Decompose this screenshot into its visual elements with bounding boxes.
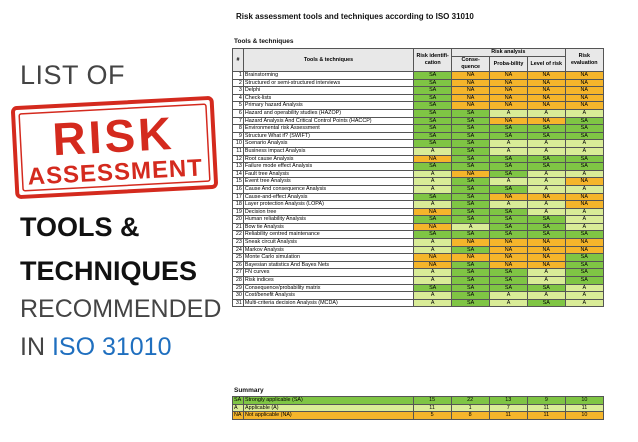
rating-cell: SA — [414, 163, 452, 171]
rating-cell: SA — [414, 117, 452, 125]
tool-name: Event tree Analysis — [243, 178, 413, 186]
header-consequence: Conse-quence — [452, 57, 490, 72]
row-number: 15 — [233, 178, 244, 186]
rating-cell: A — [527, 185, 565, 193]
rating-cell: NA — [565, 102, 603, 110]
rating-cell: SA — [565, 254, 603, 262]
table-row — [233, 185, 604, 193]
table-row — [233, 87, 604, 95]
section-title: Tools & techniques — [234, 38, 294, 45]
rating-cell: A — [527, 277, 565, 285]
rating-cell: SA — [527, 231, 565, 239]
row-number: 12 — [233, 155, 244, 163]
rating-cell: NA — [527, 117, 565, 125]
rating-cell: NA — [452, 102, 490, 110]
rating-cell: NA — [527, 79, 565, 87]
summary-value: 7 — [489, 404, 527, 412]
summary-value: 11 — [527, 412, 565, 420]
table-row — [233, 246, 604, 254]
rating-cell: NA — [565, 201, 603, 209]
tool-name: Cause And consequence Analysis — [243, 185, 413, 193]
rating-cell: SA — [452, 125, 490, 133]
rating-cell: NA — [490, 72, 528, 80]
rating-cell: SA — [565, 117, 603, 125]
rating-cell: SA — [414, 79, 452, 87]
rating-cell: SA — [527, 125, 565, 133]
rating-cell: A — [414, 277, 452, 285]
summary-value: 15 — [413, 397, 451, 405]
rating-cell: A — [490, 109, 528, 117]
rating-cell: NA — [452, 72, 490, 80]
rating-cell: NA — [490, 254, 528, 262]
summary-value: 11 — [413, 404, 451, 412]
header-level: Level of risk — [527, 57, 565, 72]
rating-cell: SA — [414, 140, 452, 148]
rating-cell: NA — [452, 170, 490, 178]
summary-value: 22 — [451, 397, 489, 405]
table-row — [233, 208, 604, 216]
table-row — [233, 102, 604, 110]
tool-name: Failure mode effect Analysis — [243, 163, 413, 171]
row-number: 1 — [233, 72, 244, 80]
row-number: 7 — [233, 117, 244, 125]
summary-value: 10 — [565, 412, 603, 420]
rating-cell: SA — [490, 155, 528, 163]
summary-row — [233, 404, 604, 412]
summary-value: 13 — [489, 397, 527, 405]
rating-cell: SA — [490, 185, 528, 193]
tool-name: Bayesian statistics And Bayes Nets — [243, 261, 413, 269]
rating-cell: A — [527, 292, 565, 300]
rating-cell: A — [565, 299, 603, 307]
rating-cell: A — [527, 140, 565, 148]
rating-cell: A — [527, 269, 565, 277]
rating-cell: A — [414, 246, 452, 254]
rating-cell: A — [565, 109, 603, 117]
rating-cell: NA — [414, 155, 452, 163]
table-row — [233, 254, 604, 262]
rating-cell: SA — [414, 109, 452, 117]
rating-cell: A — [490, 201, 528, 209]
tool-name: Business impact Analysis — [243, 147, 413, 155]
summary-row — [233, 412, 604, 420]
rating-cell: SA — [452, 155, 490, 163]
row-number: 19 — [233, 208, 244, 216]
row-number: 22 — [233, 231, 244, 239]
tool-name: Bow tie Analysis — [243, 223, 413, 231]
rating-cell: NA — [565, 72, 603, 80]
summary-value: 1 — [451, 404, 489, 412]
rating-cell: A — [490, 299, 528, 307]
row-number: 25 — [233, 254, 244, 262]
header-identification: Risk identifi-cation — [414, 49, 452, 72]
rating-cell: SA — [452, 261, 490, 269]
table-row — [233, 170, 604, 178]
tool-name: Brainstorming — [243, 72, 413, 80]
row-number: 27 — [233, 269, 244, 277]
table-row — [233, 231, 604, 239]
rating-cell: SA — [565, 269, 603, 277]
rating-cell: SA — [490, 170, 528, 178]
rating-cell: NA — [414, 254, 452, 262]
rating-cell: SA — [414, 231, 452, 239]
rating-cell: SA — [527, 216, 565, 224]
rating-cell: NA — [490, 193, 528, 201]
summary-value: 10 — [565, 397, 603, 405]
rating-cell: A — [490, 140, 528, 148]
rating-cell: A — [452, 223, 490, 231]
row-number: 3 — [233, 87, 244, 95]
summary-label: Not applicable (NA) — [243, 412, 413, 420]
rating-cell: A — [565, 208, 603, 216]
heading-techniques: TECHNIQUES — [20, 256, 198, 286]
summary-code: SA — [233, 397, 244, 405]
rating-cell: A — [527, 170, 565, 178]
tool-name: Risk indices — [243, 277, 413, 285]
techniques-table — [232, 48, 604, 307]
summary-label: Strongly applicable (SA) — [243, 397, 413, 405]
rating-cell: NA — [452, 94, 490, 102]
rating-cell: A — [490, 292, 528, 300]
rating-cell: SA — [452, 216, 490, 224]
row-number: 16 — [233, 185, 244, 193]
rating-cell: SA — [452, 178, 490, 186]
table-row — [233, 109, 604, 117]
summary-table — [232, 396, 604, 420]
rating-cell: NA — [527, 94, 565, 102]
rating-cell: NA — [414, 208, 452, 216]
rating-cell: NA — [565, 94, 603, 102]
rating-cell: SA — [565, 155, 603, 163]
rating-cell: SA — [452, 193, 490, 201]
rating-cell: NA — [565, 87, 603, 95]
rating-cell: NA — [490, 261, 528, 269]
rating-cell: A — [414, 299, 452, 307]
rating-cell: NA — [490, 102, 528, 110]
heading-list-of: LIST OF — [20, 60, 126, 90]
tool-name: Monte Carlo simulation — [243, 254, 413, 262]
row-number: 28 — [233, 277, 244, 285]
summary-title: Summary — [234, 387, 264, 394]
rating-cell: NA — [414, 223, 452, 231]
table-row — [233, 79, 604, 87]
heading-recommended: RECOMMENDED — [20, 295, 222, 323]
rating-cell: NA — [452, 79, 490, 87]
tool-name: Cost/benefit Analysis — [243, 292, 413, 300]
table-row — [233, 269, 604, 277]
rating-cell: SA — [490, 216, 528, 224]
rating-cell: SA — [490, 269, 528, 277]
rating-cell: SA — [490, 231, 528, 239]
table-row — [233, 292, 604, 300]
summary-value: 5 — [413, 412, 451, 420]
rating-cell: SA — [414, 216, 452, 224]
tool-name: Consequence/probability matrix — [243, 284, 413, 292]
rating-cell: A — [565, 292, 603, 300]
tool-name: Layer protection Analysis (LOPA) — [243, 201, 413, 209]
row-number: 17 — [233, 193, 244, 201]
tool-name: Multi-criteria decision Analysis (MCDA) — [243, 299, 413, 307]
tool-name: Structure What if? (SWIFT) — [243, 132, 413, 140]
rating-cell: A — [414, 239, 452, 247]
header-evaluation: Risk evaluation — [565, 49, 603, 72]
rating-cell: SA — [414, 72, 452, 80]
rating-cell: A — [414, 201, 452, 209]
tool-name: FN curves — [243, 269, 413, 277]
summary-code: NA — [234, 412, 242, 419]
rating-cell: NA — [527, 246, 565, 254]
rating-cell: NA — [565, 178, 603, 186]
rating-cell: NA — [490, 94, 528, 102]
rating-cell: SA — [565, 125, 603, 133]
heading-iso-prefix: IN — [20, 333, 45, 361]
row-number: 29 — [233, 284, 244, 292]
row-number: 4 — [233, 94, 244, 102]
rating-cell: SA — [565, 261, 603, 269]
rating-cell: A — [527, 208, 565, 216]
rating-cell: NA — [490, 87, 528, 95]
tool-name: Hazard Analysis And Critical Control Points (HACCP) — [243, 117, 413, 125]
table-row — [233, 125, 604, 133]
rating-cell: SA — [490, 132, 528, 140]
rating-cell: SA — [452, 277, 490, 285]
table-row — [233, 178, 604, 186]
table-row — [233, 284, 604, 292]
rating-cell: A — [490, 147, 528, 155]
tool-name: Reliability centred maintenance — [243, 231, 413, 239]
stamp-graphic — [10, 95, 220, 201]
rating-cell: NA — [490, 79, 528, 87]
rating-cell: NA — [452, 87, 490, 95]
rating-cell: A — [565, 223, 603, 231]
heading-tools: TOOLS & — [20, 212, 140, 242]
rating-cell: SA — [452, 132, 490, 140]
rating-cell: NA — [527, 102, 565, 110]
rating-cell: SA — [490, 223, 528, 231]
rating-cell: A — [414, 185, 452, 193]
table-row — [233, 147, 604, 155]
rating-cell: NA — [527, 87, 565, 95]
tool-name: Delphi — [243, 87, 413, 95]
row-number: 20 — [233, 216, 244, 224]
table-row — [233, 72, 604, 80]
rating-cell: NA — [527, 72, 565, 80]
heading-iso-standard: ISO 31010 — [51, 333, 172, 361]
summary-value: 8 — [451, 412, 489, 420]
rating-cell: SA — [527, 155, 565, 163]
rating-cell: SA — [414, 87, 452, 95]
rating-cell: NA — [414, 261, 452, 269]
rating-cell: SA — [527, 299, 565, 307]
table-row — [233, 94, 604, 102]
rating-cell: A — [527, 147, 565, 155]
rating-cell: NA — [527, 193, 565, 201]
rating-cell: NA — [527, 261, 565, 269]
rating-cell: SA — [452, 163, 490, 171]
summary-label: Applicable (A) — [243, 404, 413, 412]
row-number: 31 — [233, 299, 244, 307]
rating-cell: SA — [452, 284, 490, 292]
stamp-bottom-text: ASSESSMENT — [27, 154, 204, 191]
rating-cell: A — [414, 178, 452, 186]
summary-value: 11 — [565, 404, 603, 412]
rating-cell: SA — [414, 94, 452, 102]
rating-cell: NA — [527, 254, 565, 262]
tool-name: Human reliability Analysis — [243, 216, 413, 224]
row-number: 2 — [233, 79, 244, 87]
rating-cell: SA — [490, 277, 528, 285]
rating-cell: SA — [414, 132, 452, 140]
rating-cell: SA — [490, 284, 528, 292]
header-tool: Tools & techniques — [243, 49, 413, 72]
rating-cell: NA — [452, 239, 490, 247]
rating-cell: SA — [490, 208, 528, 216]
table-row — [233, 132, 604, 140]
tool-name: Root cause Analysis — [243, 155, 413, 163]
table-row — [233, 223, 604, 231]
rating-cell: SA — [414, 102, 452, 110]
row-number: 24 — [233, 246, 244, 254]
rating-cell: SA — [452, 185, 490, 193]
rating-cell: SA — [452, 292, 490, 300]
row-number: 30 — [233, 292, 244, 300]
tool-name: Cause-and-effect Analysis — [243, 193, 413, 201]
summary-value: 11 — [527, 404, 565, 412]
rating-cell: SA — [414, 284, 452, 292]
rating-cell: A — [414, 170, 452, 178]
rating-cell: SA — [490, 125, 528, 133]
row-number: 8 — [233, 125, 244, 133]
stamp-top-text: RISK — [51, 106, 176, 166]
summary-code: A — [233, 404, 244, 412]
header-probability: Proba-bility — [490, 57, 528, 72]
rating-cell: A — [527, 178, 565, 186]
rating-cell: SA — [565, 277, 603, 285]
table-row — [233, 155, 604, 163]
table-row — [233, 163, 604, 171]
rating-cell: SA — [452, 208, 490, 216]
rating-cell: A — [414, 292, 452, 300]
rating-cell: SA — [527, 132, 565, 140]
row-number: 5 — [233, 102, 244, 110]
tool-name: Environmental risk Assessment — [243, 125, 413, 133]
rating-cell: A — [527, 109, 565, 117]
document-title: Risk assessment tools and techniques according to ISO 31010 — [236, 12, 474, 21]
heading-iso — [20, 333, 171, 362]
left-panel — [0, 0, 225, 442]
rating-cell: A — [565, 147, 603, 155]
rating-cell: NA — [452, 254, 490, 262]
summary-value: 11 — [489, 412, 527, 420]
rating-cell: A — [565, 284, 603, 292]
rating-cell: NA — [490, 246, 528, 254]
row-number: 13 — [233, 163, 244, 171]
summary-value: 9 — [527, 397, 565, 405]
risk-assessment-stamp — [10, 95, 220, 201]
rating-cell: SA — [452, 246, 490, 254]
summary-row — [233, 397, 604, 405]
row-number: 23 — [233, 239, 244, 247]
rating-cell: SA — [452, 231, 490, 239]
rating-cell: NA — [527, 239, 565, 247]
rating-cell: NA — [565, 79, 603, 87]
table-row — [233, 277, 604, 285]
rating-cell: NA — [490, 117, 528, 125]
header-analysis-group: Risk analysis — [452, 49, 565, 57]
tool-name: Primary hazard Analysis — [243, 102, 413, 110]
tool-name: Structured or semi-structured interviews — [243, 79, 413, 87]
rating-cell: SA — [452, 201, 490, 209]
tool-name: Check-lists — [243, 94, 413, 102]
table-row — [233, 239, 604, 247]
rating-cell: A — [565, 170, 603, 178]
rating-cell: SA — [414, 125, 452, 133]
rating-cell: A — [565, 185, 603, 193]
tool-name: Scenario Analysis — [243, 140, 413, 148]
rating-cell: A — [565, 216, 603, 224]
rating-cell: A — [414, 147, 452, 155]
rating-cell: SA — [565, 163, 603, 171]
row-number: 21 — [233, 223, 244, 231]
row-number: 14 — [233, 170, 244, 178]
rating-cell: NA — [565, 239, 603, 247]
rating-cell: SA — [527, 284, 565, 292]
tool-name: Sneak circuit Analysis — [243, 239, 413, 247]
row-number: 9 — [233, 132, 244, 140]
row-number: 26 — [233, 261, 244, 269]
table-row — [233, 193, 604, 201]
tool-name: Fault tree Analysis — [243, 170, 413, 178]
table-header-row — [233, 49, 604, 57]
tool-name: Decision tree — [243, 208, 413, 216]
table-row — [233, 140, 604, 148]
table-row — [233, 216, 604, 224]
rating-cell: SA — [527, 163, 565, 171]
rating-cell: A — [490, 178, 528, 186]
rating-cell: NA — [565, 193, 603, 201]
rating-cell: A — [565, 140, 603, 148]
rating-cell: SA — [565, 132, 603, 140]
row-number: 18 — [233, 201, 244, 209]
table-row — [233, 261, 604, 269]
rating-cell: SA — [452, 299, 490, 307]
rating-cell: SA — [527, 223, 565, 231]
rating-cell: SA — [452, 147, 490, 155]
row-number: 11 — [233, 147, 244, 155]
rating-cell: NA — [490, 239, 528, 247]
rating-cell: SA — [452, 109, 490, 117]
rating-cell: SA — [452, 269, 490, 277]
row-number: 10 — [233, 140, 244, 148]
tool-name: Hazard and operability studies (HAZOP) — [243, 109, 413, 117]
tool-name: Markov Analysis — [243, 246, 413, 254]
rating-cell: A — [414, 269, 452, 277]
rating-cell: SA — [414, 193, 452, 201]
row-number: 6 — [233, 109, 244, 117]
header-num: # — [233, 49, 244, 72]
rating-cell: SA — [490, 163, 528, 171]
rating-cell: NA — [565, 246, 603, 254]
table-row — [233, 117, 604, 125]
rating-cell: SA — [452, 117, 490, 125]
rating-cell: SA — [452, 140, 490, 148]
rating-cell: SA — [565, 231, 603, 239]
rating-cell: A — [527, 201, 565, 209]
table-row — [233, 201, 604, 209]
table-row — [233, 299, 604, 307]
